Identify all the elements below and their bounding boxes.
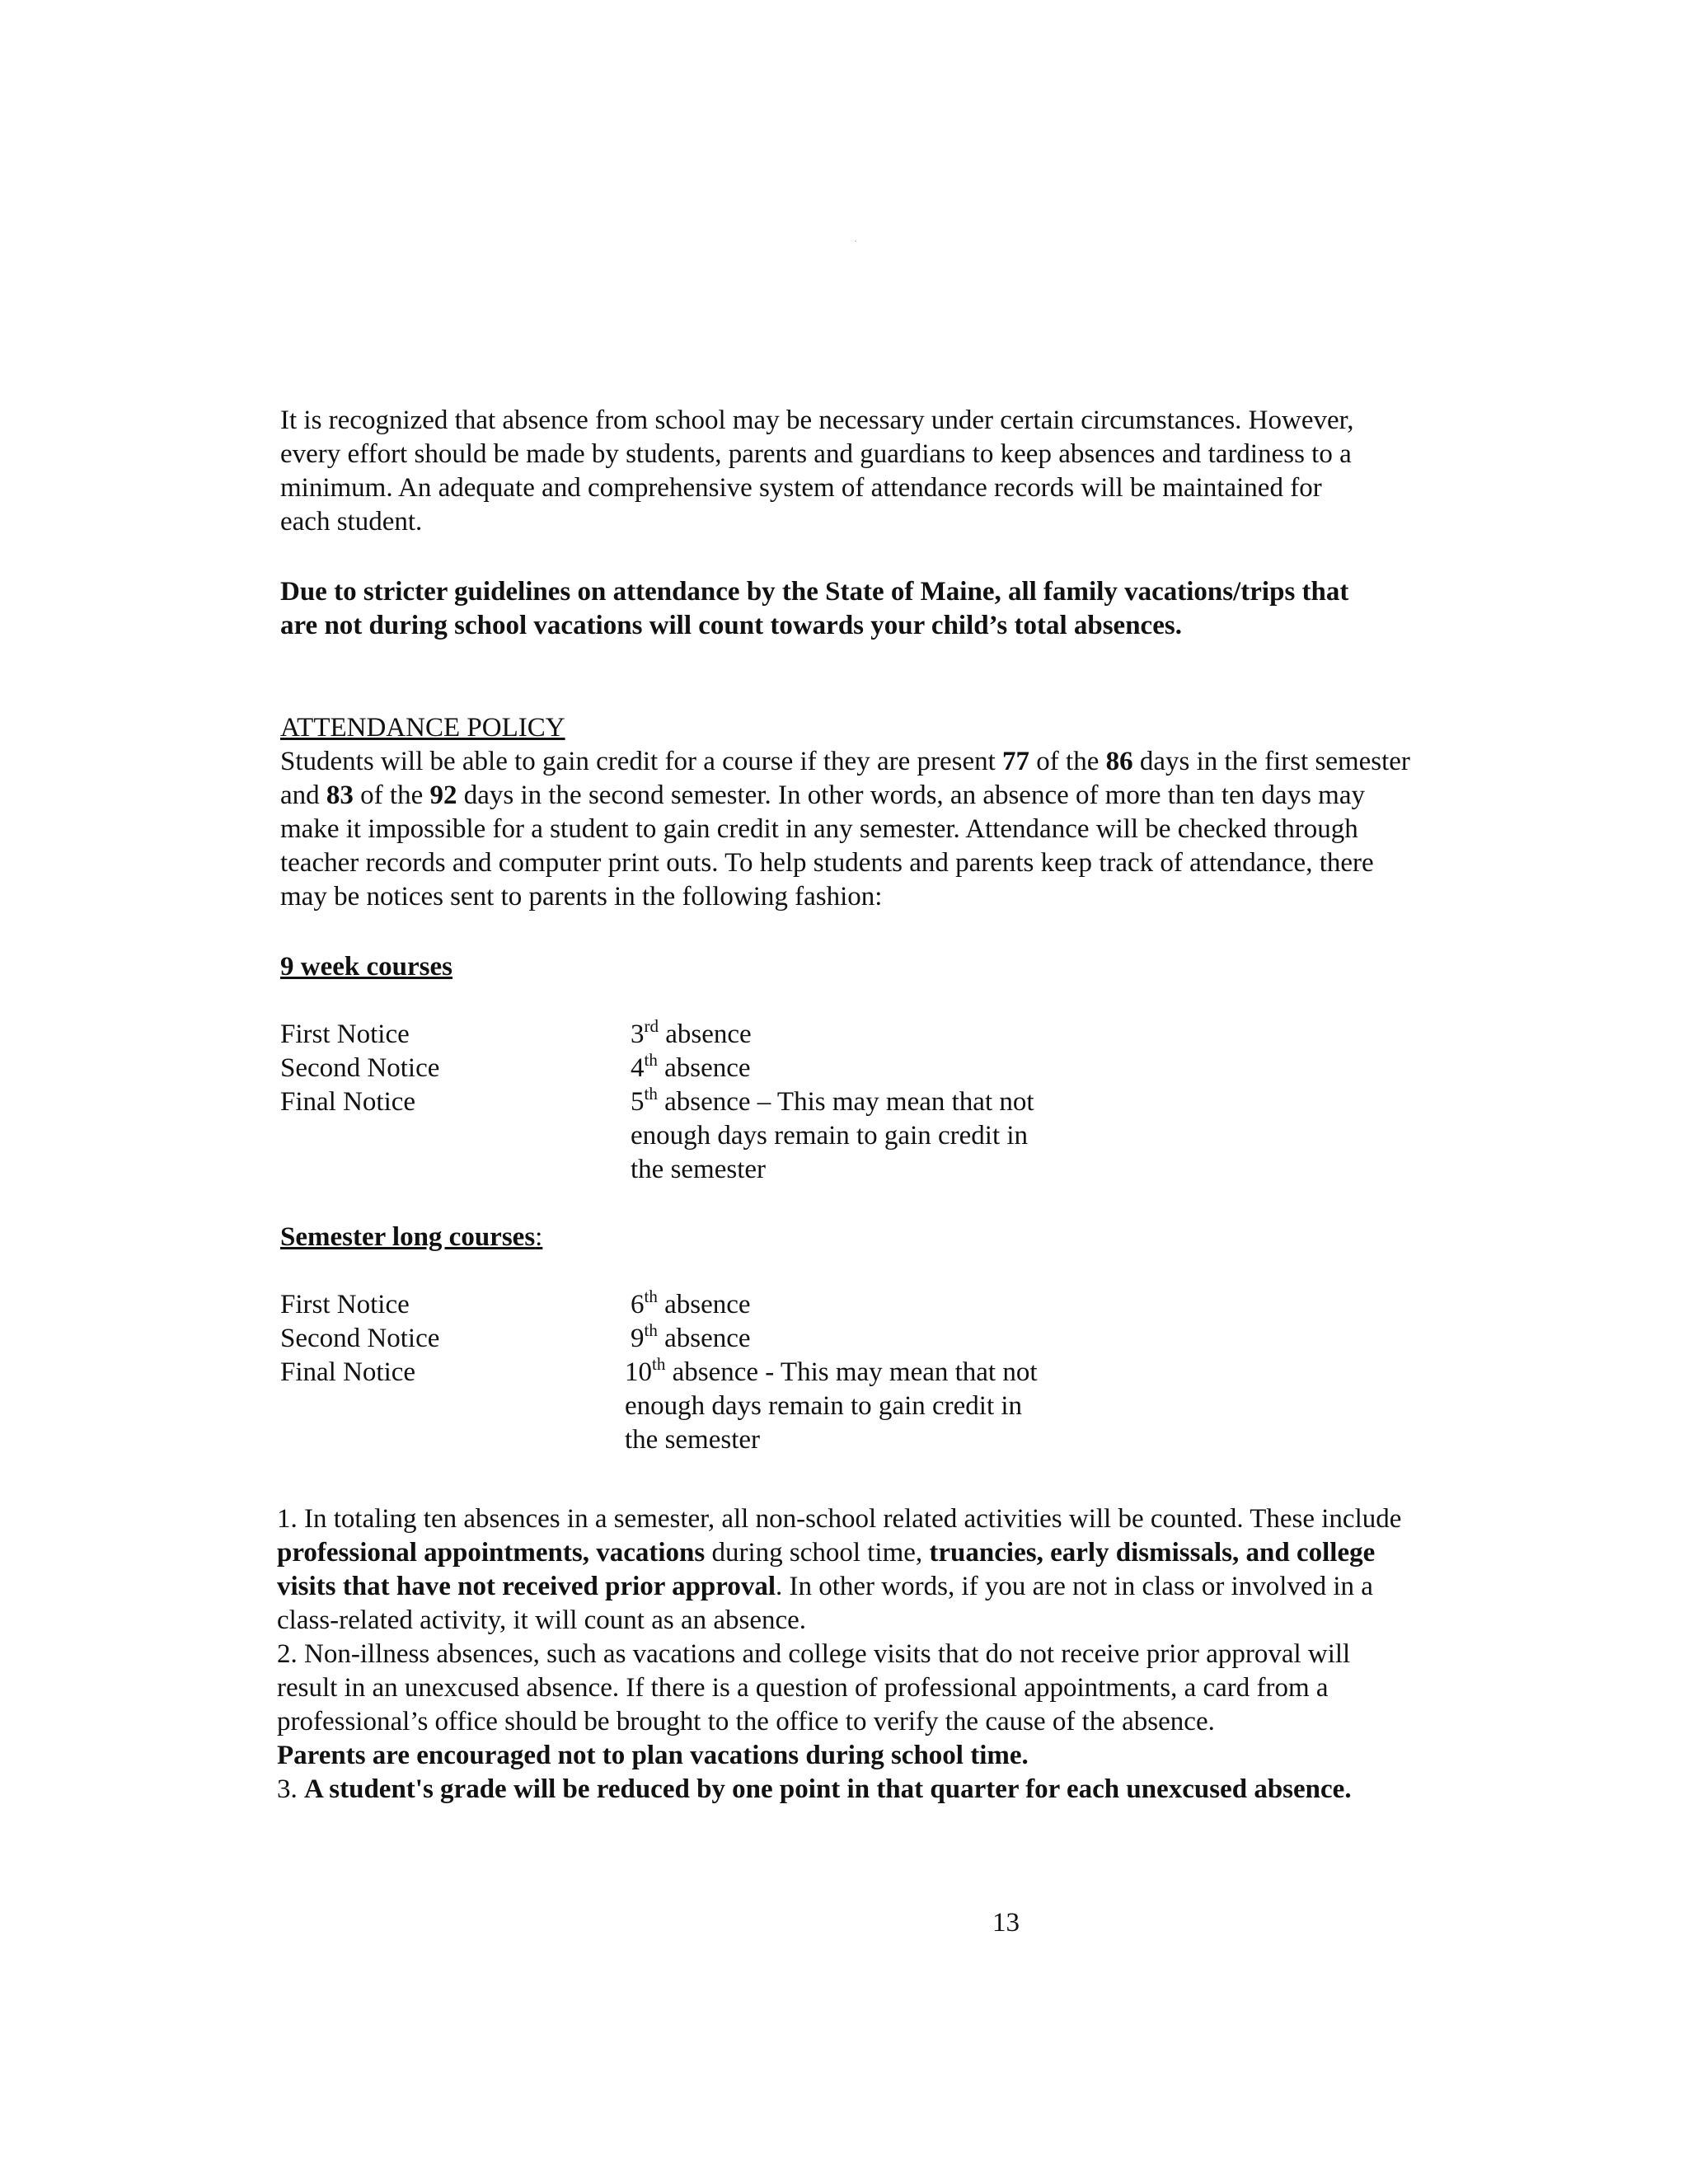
intro-text: It is recognized that absence from school may be necessary under certain circumstances. However, every effort should be made by students, parents and guardians to keep absences and tardiness to a minimum. An adequate and comprehensive system of attendance records will be maintained for each student.	[280, 405, 1354, 537]
state-notice-text: Due to stricter guidelines on attendance by the State of Maine, all family vacations/trips that are not during school vacations will count towards your child’s total absences.	[280, 577, 1349, 640]
notice-value	[631, 1052, 1092, 1085]
semester-heading-block	[280, 1221, 1409, 1254]
policy-text-part: Students will be able to gain credit for a course if they are present	[280, 747, 1003, 776]
vacation-encouragement: Parents are encouraged not to plan vacations during school time.	[277, 1741, 1029, 1770]
absence-number: 6	[631, 1290, 645, 1319]
attendance-policy-text	[280, 745, 1418, 914]
absence-text: absence	[657, 1053, 751, 1083]
policy-number-92: 92	[429, 780, 457, 810]
notice-value	[631, 1085, 1059, 1187]
policy-number-86: 86	[1105, 747, 1133, 776]
policy-text-part: of the	[353, 780, 430, 810]
attendance-policy-section	[280, 711, 1418, 914]
notice-label: First Notice	[280, 1290, 410, 1319]
notice-value	[631, 1018, 1092, 1052]
policy-number-83: 83	[326, 780, 354, 810]
rule-2: 2. Non-illness absences, such as vacations and college visits that do not receive prior approval will result in an unexcused absence. If there is a question of professional appointments, a card from a professional’s office should be brought to the office to verify the cause of the absence.	[277, 1639, 1351, 1736]
ordinal-suffix: th	[644, 1050, 658, 1070]
intro-paragraph	[280, 404, 1376, 539]
rules-section	[277, 1502, 1414, 1807]
notice-label: First Notice	[280, 1019, 410, 1049]
page-number: 13	[992, 1908, 1020, 1938]
semester-heading: Semester long courses	[280, 1222, 536, 1252]
semester-heading-colon: :	[535, 1222, 543, 1252]
notice-value	[625, 1356, 1062, 1457]
state-notice-paragraph	[280, 575, 1389, 643]
absence-number: 4	[631, 1053, 645, 1083]
policy-text-part: days in the first semester and	[280, 747, 1410, 810]
absence-number: 5	[631, 1087, 645, 1117]
notice-label: Second Notice	[280, 1053, 440, 1083]
rule-text-part: . In other words, if you are not in class or involved in a class-related activity, it will count as an absence.	[277, 1572, 1373, 1635]
absence-number: 3	[631, 1019, 645, 1049]
notice-value	[631, 1322, 1092, 1356]
rule-1	[277, 1502, 1414, 1638]
absence-text: absence	[657, 1290, 751, 1319]
notice-label: Second Notice	[280, 1324, 440, 1353]
rule-number: 3.	[277, 1774, 304, 1804]
ordinal-suffix: th	[644, 1286, 658, 1306]
semester-heading-line	[280, 1221, 1409, 1254]
rule-3	[277, 1773, 1414, 1807]
nine-week-notice-table	[280, 1018, 1409, 1191]
attendance-policy-heading: ATTENDANCE POLICY	[280, 713, 565, 743]
ordinal-suffix: th	[644, 1320, 658, 1340]
ordinal-suffix: th	[652, 1354, 666, 1374]
absence-number: 9	[631, 1324, 645, 1353]
nine-week-heading-block	[280, 950, 1409, 984]
rule-bold-part: professional appointments, vacations	[277, 1538, 706, 1568]
absence-text: absence – This may mean that not enough days remain to gain credit in the semester	[631, 1087, 1034, 1184]
ordinal-suffix: th	[644, 1084, 658, 1104]
rule-bold-part: A student's grade will be reduced by one point in that quarter for each unexcused absence.	[304, 1774, 1352, 1804]
nine-week-heading: 9 week courses	[280, 952, 452, 982]
notice-value	[631, 1288, 1092, 1322]
rule-text-part: during school time,	[705, 1538, 930, 1568]
policy-text-part: days in the second semester. In other words, an absence of more than ten days may make it impossible for a student to gain credit in any semester. Attendance will be checked through teacher records and computer print outs. To help students and parents keep track of attendance, there may be notices sent to parents in the following fashion:	[280, 780, 1374, 912]
notice-label: Final Notice	[280, 1087, 416, 1117]
semester-notice-table	[280, 1288, 1409, 1461]
absence-text: absence - This may mean that not enough days remain to gain credit in the semester	[625, 1357, 1038, 1455]
absence-text: absence	[659, 1019, 752, 1049]
absence-text: absence	[657, 1324, 751, 1353]
absence-number: 10	[625, 1357, 652, 1387]
ordinal-suffix: rd	[644, 1016, 659, 1036]
notice-label: Final Notice	[280, 1357, 416, 1387]
policy-number-77: 77	[1002, 747, 1030, 776]
rule-bold-part: truancies, early dismissals, and college visits that have not received prior approval	[277, 1538, 1376, 1601]
policy-text-part: of the	[1029, 747, 1106, 776]
rule-text-part: 1. In totaling ten absences in a semester, all non-school related activities will be counted. These include	[277, 1504, 1402, 1534]
